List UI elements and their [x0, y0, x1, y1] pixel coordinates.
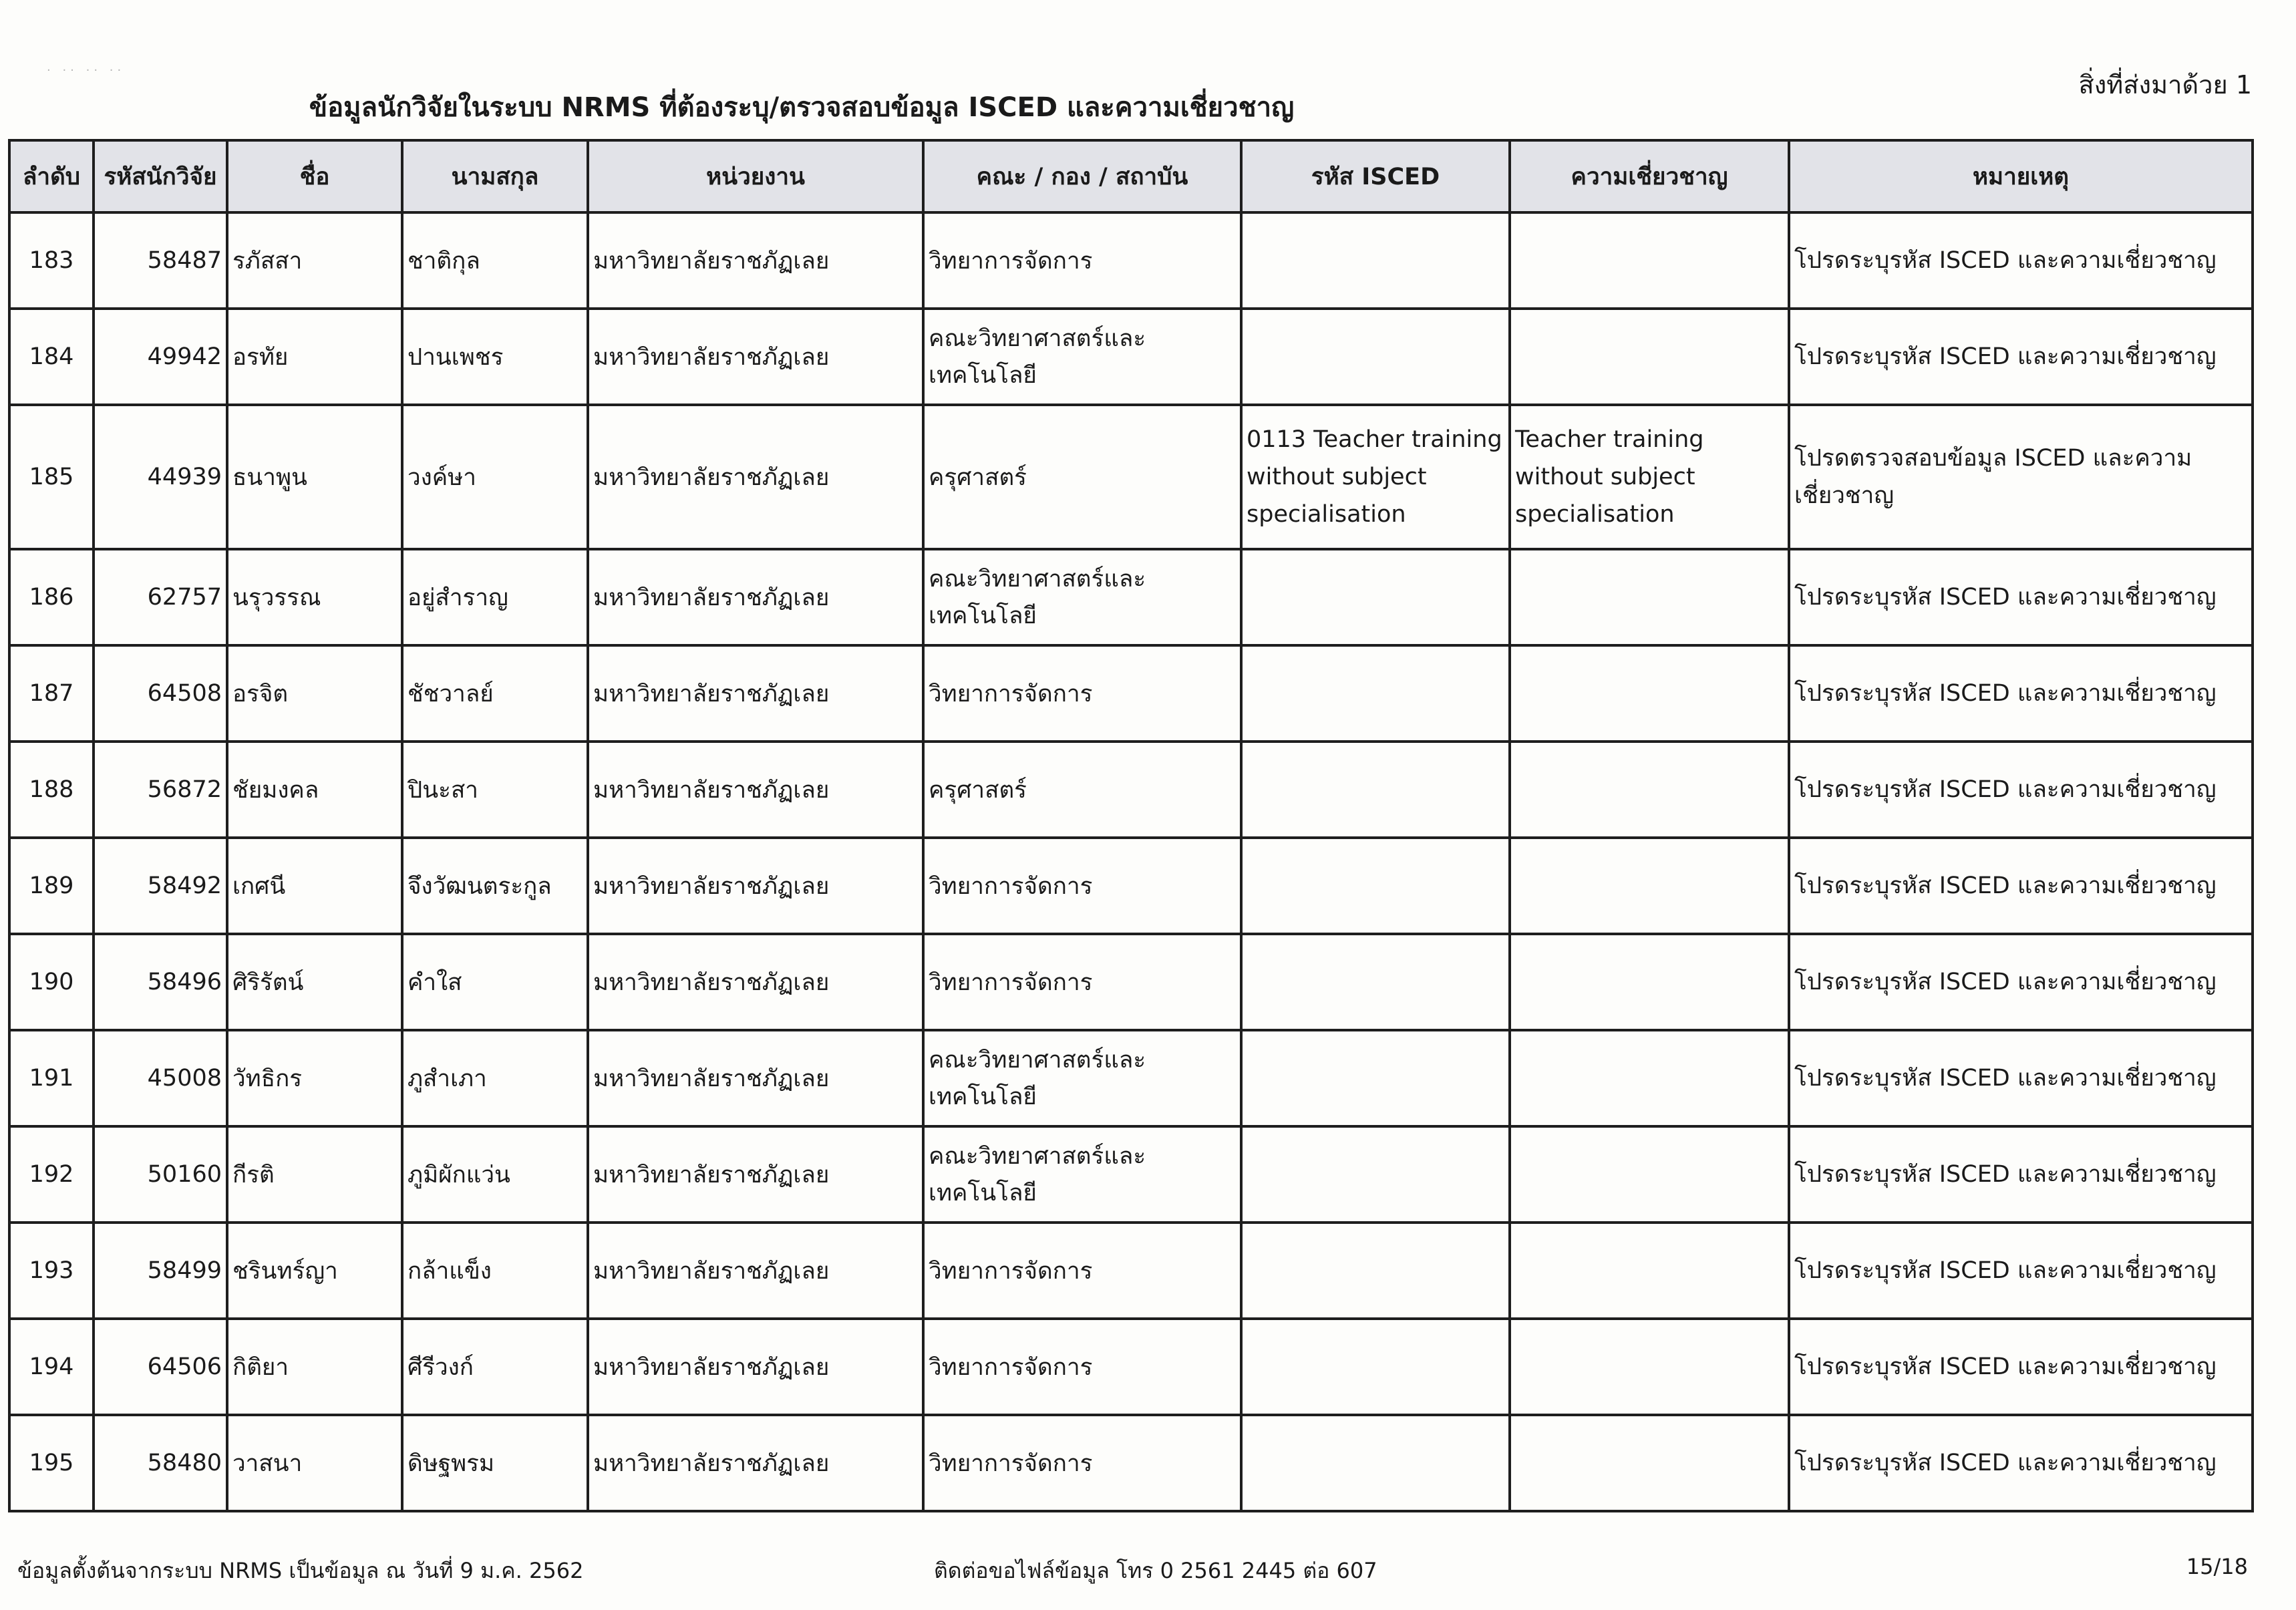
cell-remarks: โปรดระบุรหัส ISCED และความเชี่ยวชาญ	[1789, 838, 2253, 934]
cell-first-name: วัทธิกร	[227, 1030, 402, 1126]
cell-remarks: โปรดระบุรหัส ISCED และความเชี่ยวชาญ	[1789, 934, 2253, 1030]
table-row	[9, 1223, 2253, 1319]
cell-first-name: อรทัย	[227, 309, 402, 405]
table-row	[9, 645, 2253, 742]
cell-organization: มหาวิทยาลัยราชภัฏเลย	[588, 1030, 923, 1126]
cell-isced-code	[1241, 742, 1510, 838]
cell-no: 194	[9, 1319, 94, 1415]
cell-isced-code	[1241, 309, 1510, 405]
cell-faculty: คณะวิทยาศาสตร์และเทคโนโลยี	[923, 1126, 1241, 1223]
document-title: ข้อมูลนักวิจัยในระบบ NRMS ที่ต้องระบุ/ตรวจสอบข้อมูล ISCED และความเชี่ยวชาญ	[309, 92, 1295, 123]
cell-expertise	[1510, 645, 1789, 742]
cell-first-name: ธนาพูน	[227, 405, 402, 549]
cell-last-name: ดิษฐพรม	[402, 1415, 588, 1511]
cell-organization: มหาวิทยาลัยราชภัฏเลย	[588, 934, 923, 1030]
cell-first-name: กีรติ	[227, 1126, 402, 1223]
cell-researcher-id: 62757	[94, 549, 227, 645]
page-number: 15/18	[2186, 1554, 2248, 1579]
cell-faculty: ครุศาสตร์	[923, 742, 1241, 838]
cell-no: 190	[9, 934, 94, 1030]
cell-first-name: ชรินทร์ญา	[227, 1223, 402, 1319]
cell-researcher-id: 50160	[94, 1126, 227, 1223]
cell-expertise	[1510, 1223, 1789, 1319]
cell-researcher-id: 58487	[94, 212, 227, 309]
header-researcher-id: รหัสนักวิจัย	[94, 140, 227, 212]
cell-researcher-id: 58480	[94, 1415, 227, 1511]
cell-last-name: ภูมิผักแว่น	[402, 1126, 588, 1223]
attachment-label: สิ่งที่ส่งมาด้วย 1	[2078, 70, 2252, 100]
cell-no: 193	[9, 1223, 94, 1319]
cell-expertise: Teacher training without subject specialisation	[1510, 405, 1789, 549]
cell-organization: มหาวิทยาลัยราชภัฏเลย	[588, 1223, 923, 1319]
table-row	[9, 212, 2253, 309]
cell-organization: มหาวิทยาลัยราชภัฏเลย	[588, 1415, 923, 1511]
cell-isced-code	[1241, 1030, 1510, 1126]
cell-remarks: โปรดระบุรหัส ISCED และความเชี่ยวชาญ	[1789, 549, 2253, 645]
cell-no: 184	[9, 309, 94, 405]
cell-remarks: โปรดระบุรหัส ISCED และความเชี่ยวชาญ	[1789, 309, 2253, 405]
cell-researcher-id: 56872	[94, 742, 227, 838]
cell-no: 185	[9, 405, 94, 549]
scan-mark: · ·· ·· ··	[47, 63, 126, 77]
cell-no: 189	[9, 838, 94, 934]
cell-no: 192	[9, 1126, 94, 1223]
header-remarks: หมายเหตุ	[1789, 140, 2253, 212]
cell-last-name: จึงวัฒนตระกูล	[402, 838, 588, 934]
cell-faculty: วิทยาการจัดการ	[923, 934, 1241, 1030]
cell-isced-code	[1241, 1223, 1510, 1319]
cell-faculty: วิทยาการจัดการ	[923, 838, 1241, 934]
footer-contact: ติดต่อขอไฟล์ข้อมูล โทร 0 2561 2445 ต่อ 607	[934, 1558, 1377, 1583]
cell-remarks: โปรดระบุรหัส ISCED และความเชี่ยวชาญ	[1789, 742, 2253, 838]
table-row	[9, 549, 2253, 645]
table-row	[9, 838, 2253, 934]
cell-last-name: คำใส	[402, 934, 588, 1030]
cell-organization: มหาวิทยาลัยราชภัฏเลย	[588, 742, 923, 838]
cell-expertise	[1510, 212, 1789, 309]
cell-researcher-id: 64508	[94, 645, 227, 742]
header-faculty: คณะ / กอง / สถาบัน	[923, 140, 1241, 212]
cell-no: 195	[9, 1415, 94, 1511]
table-row	[9, 742, 2253, 838]
cell-researcher-id: 64506	[94, 1319, 227, 1415]
cell-organization: มหาวิทยาลัยราชภัฏเลย	[588, 838, 923, 934]
cell-first-name: อรจิต	[227, 645, 402, 742]
cell-no: 183	[9, 212, 94, 309]
cell-faculty: วิทยาการจัดการ	[923, 1415, 1241, 1511]
cell-isced-code	[1241, 838, 1510, 934]
cell-last-name: ปินะสา	[402, 742, 588, 838]
cell-organization: มหาวิทยาลัยราชภัฏเลย	[588, 309, 923, 405]
cell-faculty: วิทยาการจัดการ	[923, 212, 1241, 309]
cell-faculty: วิทยาการจัดการ	[923, 1319, 1241, 1415]
cell-expertise	[1510, 1415, 1789, 1511]
cell-first-name: รภัสสา	[227, 212, 402, 309]
cell-first-name: เกศนี	[227, 838, 402, 934]
cell-expertise	[1510, 934, 1789, 1030]
cell-isced-code	[1241, 1126, 1510, 1223]
cell-faculty: วิทยาการจัดการ	[923, 645, 1241, 742]
cell-remarks: โปรดระบุรหัส ISCED และความเชี่ยวชาญ	[1789, 212, 2253, 309]
cell-no: 186	[9, 549, 94, 645]
cell-first-name: ศิริรัตน์	[227, 934, 402, 1030]
table-row	[9, 1415, 2253, 1511]
cell-researcher-id: 45008	[94, 1030, 227, 1126]
cell-remarks: โปรดระบุรหัส ISCED และความเชี่ยวชาญ	[1789, 1415, 2253, 1511]
cell-expertise	[1510, 309, 1789, 405]
cell-isced-code	[1241, 1415, 1510, 1511]
cell-last-name: ภูสำเภา	[402, 1030, 588, 1126]
table-row	[9, 934, 2253, 1030]
cell-expertise	[1510, 742, 1789, 838]
cell-remarks: โปรดระบุรหัส ISCED และความเชี่ยวชาญ	[1789, 1319, 2253, 1415]
cell-researcher-id: 58499	[94, 1223, 227, 1319]
table-row	[9, 1126, 2253, 1223]
cell-remarks: โปรดตรวจสอบข้อมูล ISCED และความเชี่ยวชาญ	[1789, 405, 2253, 549]
cell-isced-code	[1241, 645, 1510, 742]
cell-organization: มหาวิทยาลัยราชภัฏเลย	[588, 1319, 923, 1415]
cell-expertise	[1510, 1126, 1789, 1223]
cell-faculty: คณะวิทยาศาสตร์และเทคโนโลยี	[923, 549, 1241, 645]
table-row	[9, 405, 2253, 549]
cell-last-name: กล้าแข็ง	[402, 1223, 588, 1319]
cell-last-name: วงค์ษา	[402, 405, 588, 549]
cell-isced-code	[1241, 934, 1510, 1030]
researcher-table	[8, 139, 2254, 1512]
cell-last-name: ปานเพชร	[402, 309, 588, 405]
cell-researcher-id: 58496	[94, 934, 227, 1030]
table-header-row	[9, 140, 2253, 212]
cell-organization: มหาวิทยาลัยราชภัฏเลย	[588, 405, 923, 549]
cell-first-name: นรุวรรณ	[227, 549, 402, 645]
header-last-name: นามสกุล	[402, 140, 588, 212]
cell-remarks: โปรดระบุรหัส ISCED และความเชี่ยวชาญ	[1789, 1223, 2253, 1319]
header-isced-code: รหัส ISCED	[1241, 140, 1510, 212]
cell-isced-code: 0113 Teacher training without subject specialisation	[1241, 405, 1510, 549]
header-expertise: ความเชี่ยวชาญ	[1510, 140, 1789, 212]
cell-expertise	[1510, 1319, 1789, 1415]
table-row	[9, 1319, 2253, 1415]
cell-organization: มหาวิทยาลัยราชภัฏเลย	[588, 212, 923, 309]
cell-isced-code	[1241, 549, 1510, 645]
cell-faculty: คณะวิทยาศาสตร์และเทคโนโลยี	[923, 309, 1241, 405]
cell-researcher-id: 49942	[94, 309, 227, 405]
cell-expertise	[1510, 549, 1789, 645]
cell-researcher-id: 58492	[94, 838, 227, 934]
cell-first-name: กิติยา	[227, 1319, 402, 1415]
cell-organization: มหาวิทยาลัยราชภัฏเลย	[588, 645, 923, 742]
cell-last-name: ชาติกุล	[402, 212, 588, 309]
cell-remarks: โปรดระบุรหัส ISCED และความเชี่ยวชาญ	[1789, 1126, 2253, 1223]
cell-no: 191	[9, 1030, 94, 1126]
cell-researcher-id: 44939	[94, 405, 227, 549]
cell-organization: มหาวิทยาลัยราชภัฏเลย	[588, 549, 923, 645]
cell-faculty: คณะวิทยาศาสตร์และเทคโนโลยี	[923, 1030, 1241, 1126]
footer-source-note: ข้อมูลตั้งต้นจากระบบ NRMS เป็นข้อมูล ณ วันที่ 9 ม.ค. 2562	[17, 1558, 584, 1583]
cell-first-name: ชัยมงคล	[227, 742, 402, 838]
cell-isced-code	[1241, 1319, 1510, 1415]
cell-isced-code	[1241, 212, 1510, 309]
cell-remarks: โปรดระบุรหัส ISCED และความเชี่ยวชาญ	[1789, 1030, 2253, 1126]
cell-last-name: ศีรีวงก์	[402, 1319, 588, 1415]
cell-organization: มหาวิทยาลัยราชภัฏเลย	[588, 1126, 923, 1223]
cell-remarks: โปรดระบุรหัส ISCED และความเชี่ยวชาญ	[1789, 645, 2253, 742]
cell-faculty: วิทยาการจัดการ	[923, 1223, 1241, 1319]
cell-first-name: วาสนา	[227, 1415, 402, 1511]
table-row	[9, 309, 2253, 405]
cell-last-name: อยู่สำราญ	[402, 549, 588, 645]
header-organization: หน่วยงาน	[588, 140, 923, 212]
cell-last-name: ชัชวาลย์	[402, 645, 588, 742]
cell-faculty: ครุศาสตร์	[923, 405, 1241, 549]
header-first-name: ชื่อ	[227, 140, 402, 212]
cell-no: 187	[9, 645, 94, 742]
header-no: ลำดับ	[9, 140, 94, 212]
table-row	[9, 1030, 2253, 1126]
cell-expertise	[1510, 838, 1789, 934]
cell-no: 188	[9, 742, 94, 838]
cell-expertise	[1510, 1030, 1789, 1126]
